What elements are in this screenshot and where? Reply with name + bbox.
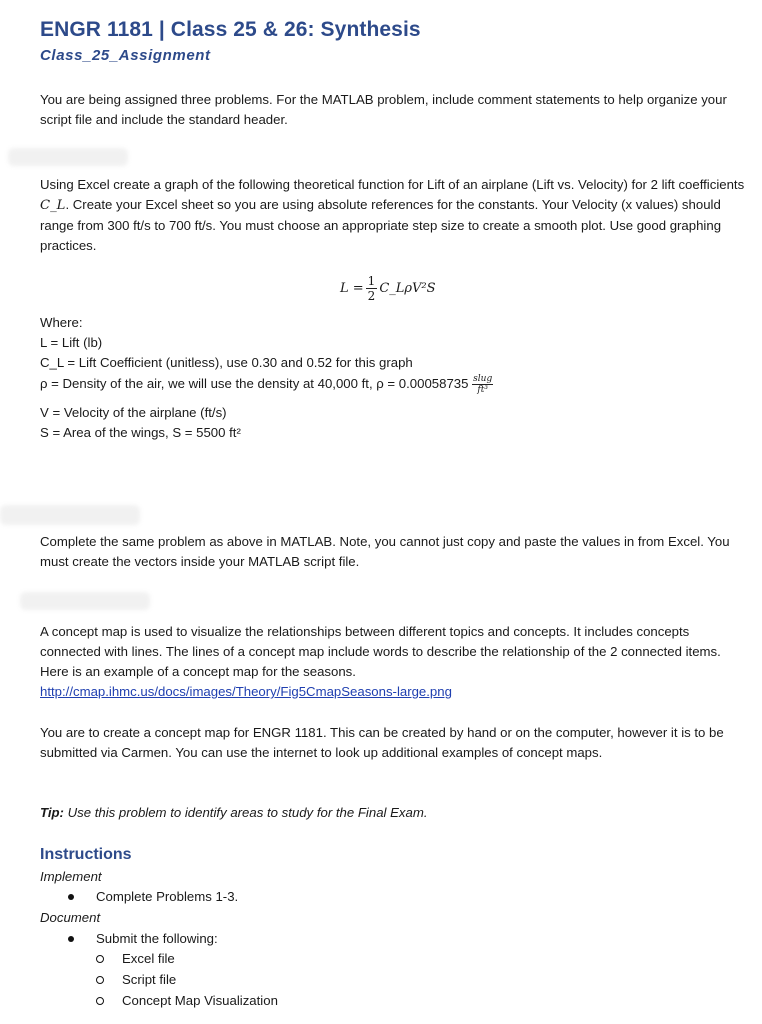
density-unit-num: slug <box>473 374 493 385</box>
assignment-subtitle: Class_25_Assignment <box>40 47 211 64</box>
formula-rhs: C_LρV²S <box>379 281 436 296</box>
redacted-heading <box>0 505 140 525</box>
lift-formula <box>340 274 436 303</box>
bullet-icon <box>68 936 74 942</box>
density-unit-den: ft³ <box>477 385 488 396</box>
problem3-text-2: You are to create a concept map for ENGR 1181. This can be created by hand or on the computer, however it is to be submitted via Carmen. You can use the internet to look up additional examples of concept maps. <box>40 725 724 760</box>
document-label: Document <box>40 910 101 925</box>
definition-density <box>40 374 493 395</box>
tip-line <box>40 805 428 820</box>
page-title: ENGR 1181 | Class 25 & 26: Synthesis <box>40 18 421 41</box>
submit-item-script: Script file <box>122 972 177 987</box>
circle-bullet-icon <box>96 997 104 1005</box>
circle-bullet-icon <box>96 976 104 984</box>
list-item <box>68 931 218 946</box>
intro-paragraph: You are being assigned three problems. For the MATLAB problem, include comment statements to help organize your script file and include the standard header. <box>40 92 727 127</box>
concept-map-example-link[interactable]: http://cmap.ihmc.us/docs/images/Theory/Fig5CmapSeasons-large.png <box>40 684 452 699</box>
formula-lhs: L = <box>340 281 364 296</box>
document-item: Submit the following: <box>96 931 218 946</box>
list-item <box>96 972 176 987</box>
definition-velocity: V = Velocity of the airplane (ft/s) <box>40 405 227 420</box>
circle-bullet-icon <box>96 955 104 963</box>
redacted-heading <box>8 148 128 166</box>
problem1-text: Using Excel create a graph of the following theoretical function for Lift of an airplane (Lift vs. Velocity) for 2 lift coefficients C_L. Create your Excel sheet so you are using absolute references for the constants. Your Velocity (x values) should range from 300 ft/s to 700 ft/s. You must choose an appropriate step size to create a smooth plot. Use good graphing practices. <box>40 177 745 253</box>
implement-label: Implement <box>40 869 102 884</box>
problem2-text: Complete the same problem as above in MATLAB. Note, you cannot just copy and paste the values in from Excel. You must create the vectors inside your MATLAB script file. <box>40 534 730 569</box>
fraction-numerator: 1 <box>367 274 376 288</box>
submit-item-concept-map: Concept Map Visualization <box>122 993 278 1008</box>
list-item <box>68 889 238 904</box>
problem3-text: A concept map is used to visualize the relationships between different topics and concepts. It includes concepts connected with lines. The lines of a concept map include words to describe the relationship of the 2 connected items. Here is an example of a concept map for the seasons. <box>40 624 721 679</box>
list-item <box>96 951 175 966</box>
fraction-denominator: 2 <box>367 289 376 303</box>
where-label: Where: <box>40 315 83 330</box>
tip-label: Tip: <box>40 805 64 820</box>
bullet-icon <box>68 894 74 900</box>
formula-fraction <box>366 274 378 303</box>
redacted-heading <box>20 592 150 610</box>
list-item <box>96 993 278 1008</box>
definition-wing-area: S = Area of the wings, S = 5500 ft² <box>40 425 241 440</box>
lift-coefficient-symbol: C_L <box>40 198 66 213</box>
definition-lift-coefficient: C_L = Lift Coefficient (unitless), use 0.30 and 0.52 for this graph <box>40 355 413 370</box>
tip-text: Use this problem to identify areas to study for the Final Exam. <box>63 805 428 820</box>
example-link-row <box>40 682 745 702</box>
instructions-heading: Instructions <box>40 846 132 863</box>
submit-item-excel: Excel file <box>122 951 175 966</box>
density-text: ρ = Density of the air, we will use the density at 40,000 ft, ρ = 0.00058735 <box>40 376 469 391</box>
definition-lift: L = Lift (lb) <box>40 335 103 350</box>
density-unit <box>472 374 493 395</box>
implement-item: Complete Problems 1-3. <box>96 889 239 904</box>
